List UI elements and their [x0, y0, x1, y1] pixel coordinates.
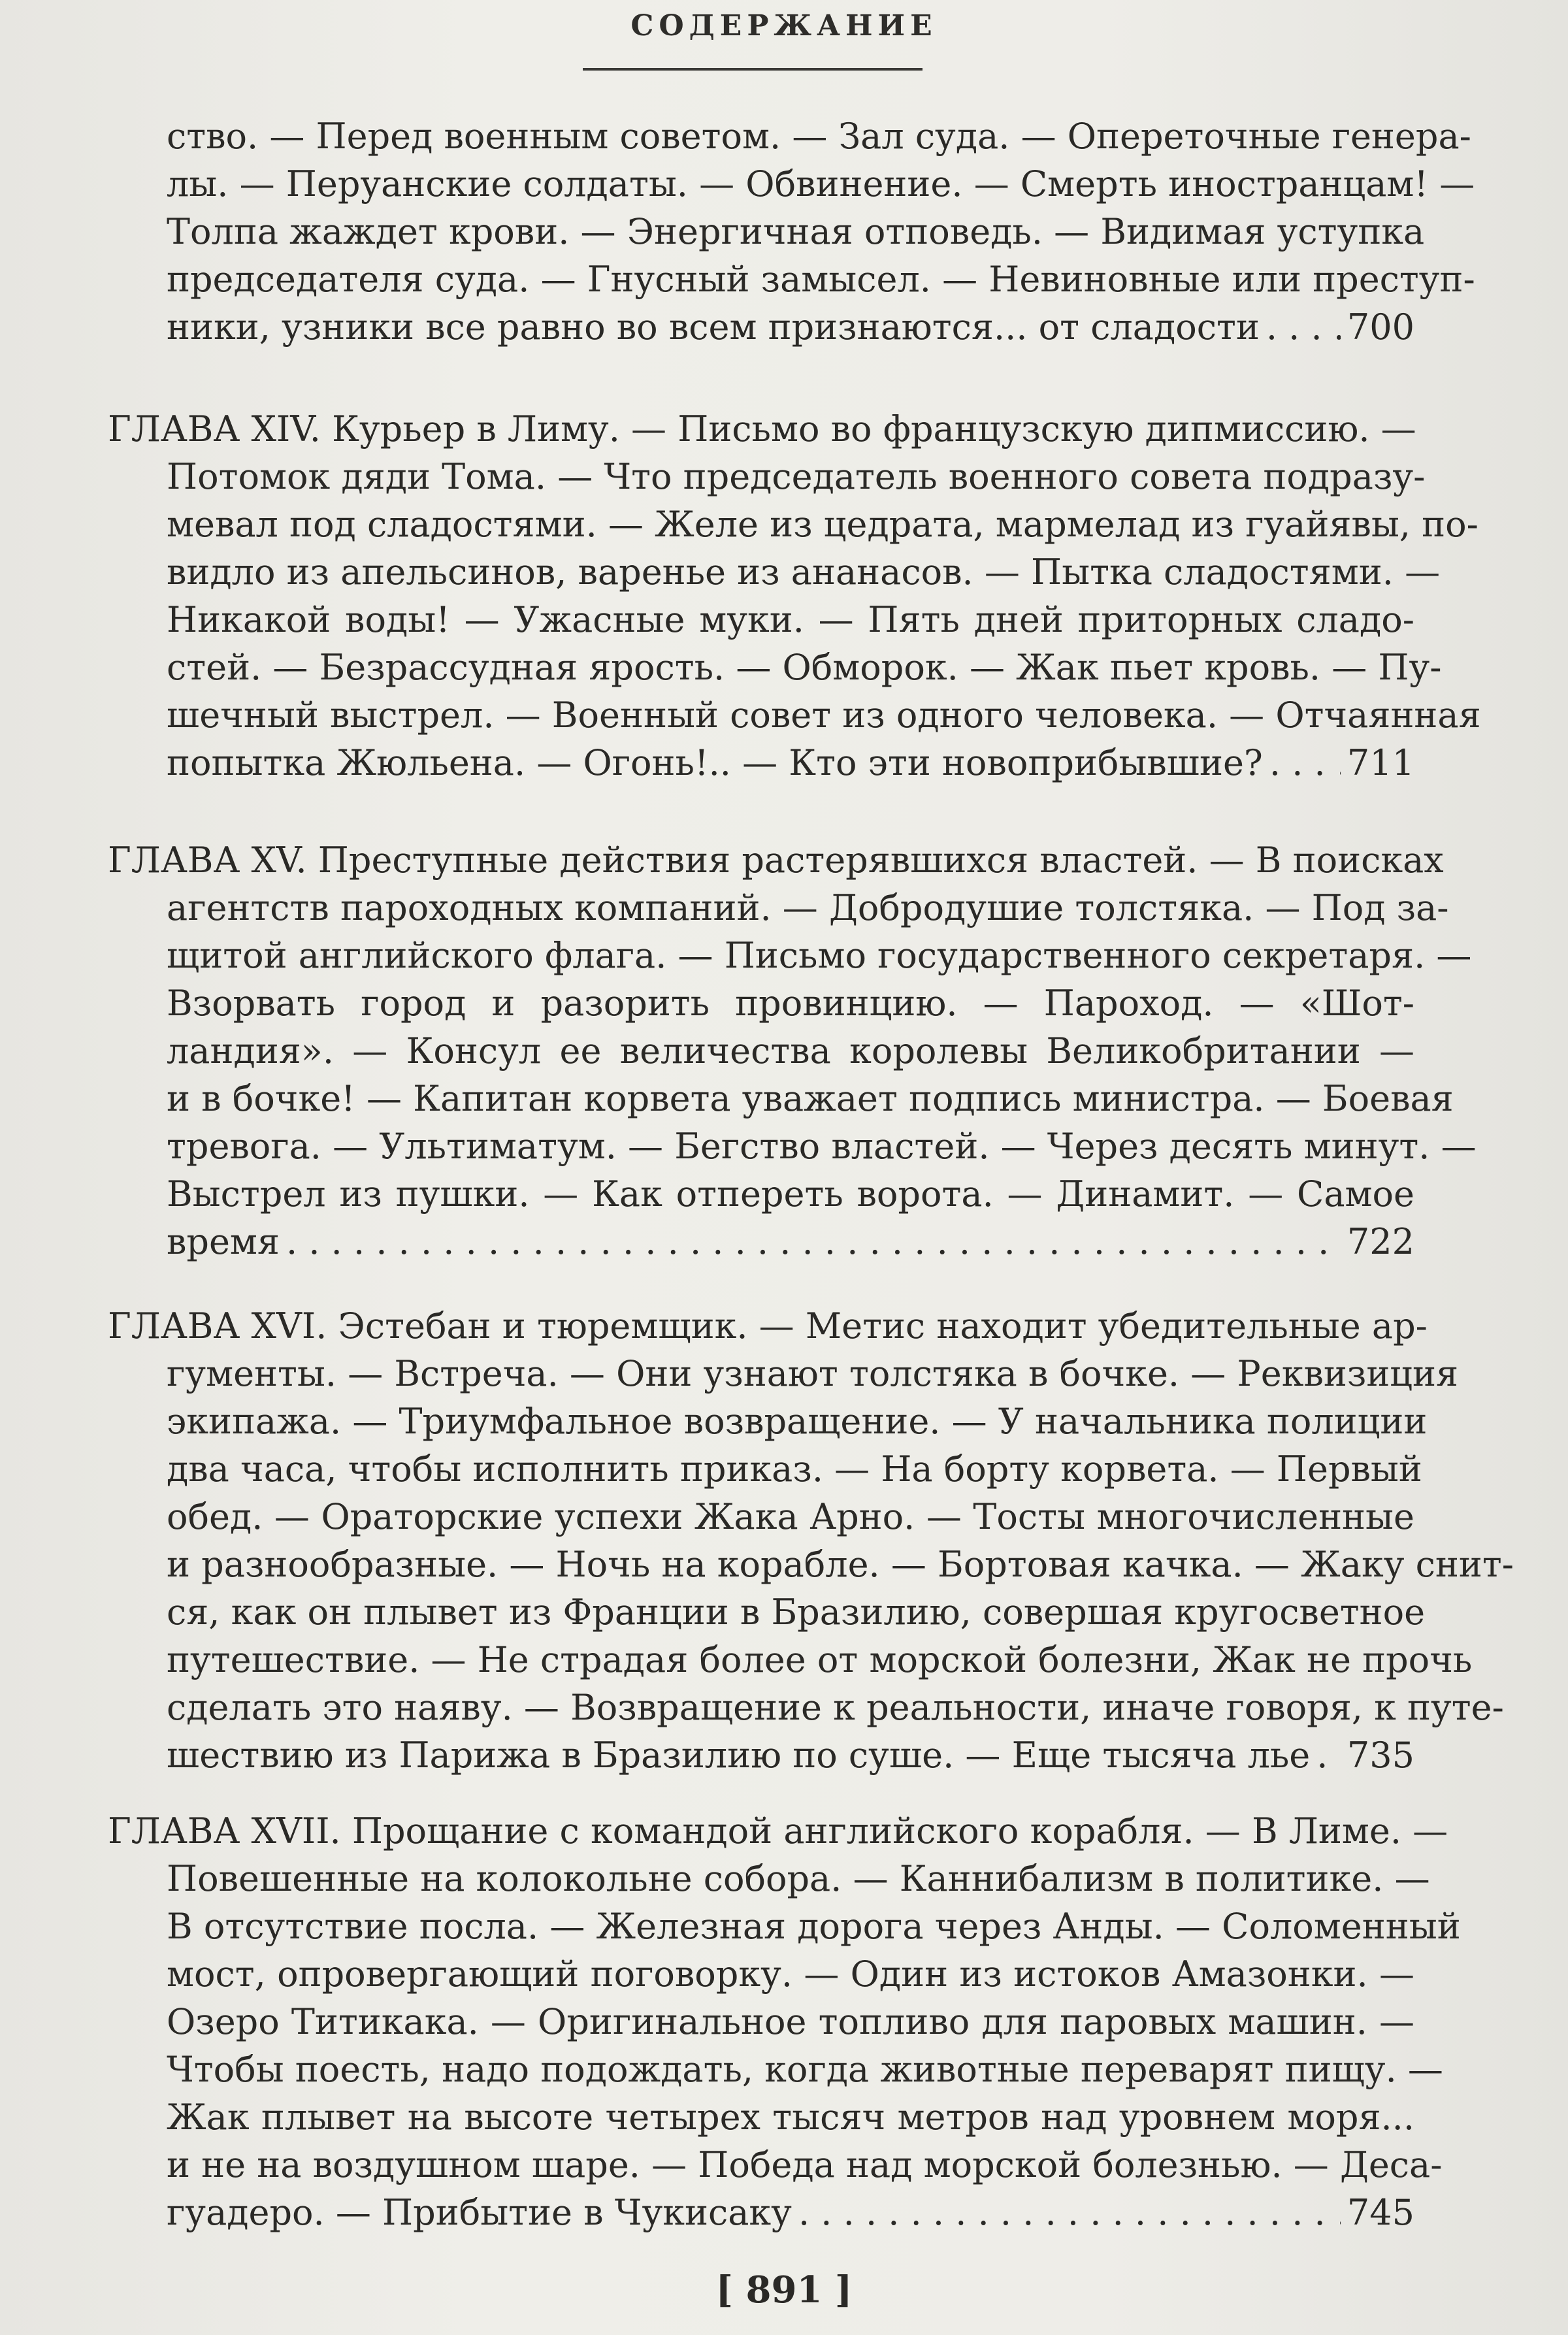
toc-entry-chapter-16	[108, 1302, 1514, 1779]
dot-leader	[1269, 739, 1341, 787]
toc-line: обед. — Ораторские успехи Жака Арно. — Тосты многочисленные	[167, 1496, 1414, 1537]
page-number: 745	[1347, 2192, 1414, 2233]
toc-line: Озеро Титикака. — Оригинальное топливо для паровых машин. —	[167, 2001, 1414, 2042]
dot-leader	[798, 2189, 1341, 2236]
toc-line: ГЛАВА XVII. Прощание с командой английского корабля. — В Лиме. —	[108, 1810, 1448, 1852]
toc-entry-chapter-14	[108, 405, 1481, 787]
toc-entry-continuation	[108, 112, 1475, 351]
toc-line: ГЛАВА XVI. Эстебан и тюремщик. — Метис находит убедительные ар-	[108, 1305, 1428, 1347]
toc-line: шечный выстрел. — Военный совет из одного человека. — Отчаянная	[167, 694, 1481, 736]
toc-line: ся, как он плывет из Франции в Бразилию, совершая кругосветное	[167, 1592, 1426, 1633]
toc-entry-chapter-17	[108, 1807, 1461, 2236]
toc-line: Чтобы поесть, надо подождать, когда животные переварят пищу. —	[167, 2049, 1443, 2090]
toc-line: ландия». — Консул ее величества королевы Великобритании —	[167, 1030, 1414, 1071]
toc-line: стей. — Безрассудная ярость. — Обморок. — Жак пьет кровь. — Пу-	[167, 647, 1442, 688]
toc-last-line	[167, 739, 1414, 787]
toc-line: гументы. — Встреча. — Они узнают толстяка в бочке. — Реквизиция	[167, 1353, 1459, 1394]
toc-line: Никакой воды! — Ужасные муки. — Пять дней приторных сладо-	[167, 599, 1414, 640]
toc-line: попытка Жюльена. — Огонь!.. — Кто эти новоприбывшие?	[167, 742, 1263, 783]
dot-leader	[286, 1218, 1341, 1265]
toc-last-line	[167, 303, 1414, 351]
toc-line: Взорвать город и разорить провинцию. — Пароход. — «Шот-	[167, 983, 1414, 1024]
toc-last-line	[167, 1731, 1414, 1779]
toc-line: и разнообразные. — Ночь на корабле. — Бортовая качка. — Жаку снит-	[167, 1544, 1514, 1585]
page-number: 735	[1347, 1735, 1414, 1776]
toc-line: время	[167, 1221, 280, 1262]
toc-line: Выстрел из пушки. — Как отпереть ворота. — Динамит. — Самое	[167, 1173, 1414, 1215]
toc-line: тревога. — Ультиматум. — Бегство властей. — Через десять минут. —	[167, 1126, 1477, 1167]
toc-line: агентств пароходных компаний. — Добродушие толстяка. — Под за-	[167, 887, 1449, 928]
toc-line: Жак плывет на высоте четырех тысяч метров над уровнем моря...	[167, 2097, 1414, 2138]
page-number: 700	[1347, 306, 1414, 348]
toc-line: Толпа жаждет крови. — Энергичная отповедь. — Видимая уступка	[167, 211, 1425, 252]
running-head: СОДЕРЖАНИЕ	[630, 9, 938, 42]
toc-line: ГЛАВА XV. Преступные действия растерявшихся властей. — В поисках	[108, 840, 1444, 881]
toc-line: путешествие. — Не страдая более от морской болезни, Жак не прочь	[167, 1639, 1473, 1680]
toc-line: председателя суда. — Гнусный замысел. — Невиновные или преступ-	[167, 259, 1475, 300]
toc-entry-chapter-15	[108, 836, 1477, 1265]
page-folio: [ 891 ]	[715, 2268, 853, 2311]
toc-last-line	[167, 2189, 1414, 2236]
dot-leader	[1316, 1731, 1341, 1779]
toc-line: видло из апельсинов, варенье из ананасов. — Пытка сладостями. —	[167, 551, 1441, 593]
toc-line: ГЛАВА XIV. Курьер в Лиму. — Письмо во французскую дипмиссию. —	[108, 408, 1416, 449]
dot-leader	[1266, 303, 1341, 351]
toc-line: В отсутствие посла. — Железная дорога через Анды. — Соломенный	[167, 1906, 1461, 1947]
toc-line: гуадеро. — Прибытие в Чукисаку	[167, 2192, 792, 2233]
page-number: 722	[1347, 1221, 1414, 1262]
toc-line: и в бочке! — Капитан корвета уважает подпись министра. — Боевая	[167, 1078, 1454, 1119]
running-head-rule	[583, 68, 923, 71]
toc-line: мевал под сладостями. — Желе из цедрата, мармелад из гуайявы, по-	[167, 504, 1478, 545]
page-number: 711	[1347, 742, 1414, 783]
toc-line: шествию из Парижа в Бразилию по суше. — Еще тысяча лье	[167, 1735, 1311, 1776]
toc-line: ники, узники все равно во всем признаются... от сладости	[167, 306, 1260, 348]
toc-line: мост, опровергающий поговорку. — Один из истоков Амазонки. —	[167, 1953, 1414, 1995]
toc-last-line	[167, 1218, 1414, 1265]
toc-line: экипажа. — Триумфальное возвращение. — У начальника полиции	[167, 1401, 1428, 1442]
toc-line: два часа, чтобы исполнить приказ. — На борту корвета. — Первый	[167, 1448, 1422, 1490]
toc-line: сделать это наяву. — Возвращение к реальности, иначе говоря, к путе-	[167, 1687, 1504, 1728]
toc-line: и не на воздушном шаре. — Победа над морской болезнью. — Деса-	[167, 2144, 1443, 2185]
toc-line: лы. — Перуанские солдаты. — Обвинение. — Смерть иностранцам! —	[167, 163, 1475, 204]
toc-line: Повешенные на колокольне собора. — Каннибализм в политике. —	[167, 1858, 1430, 1899]
toc-line: ство. — Перед военным советом. — Зал суда. — Опереточные генера-	[167, 116, 1471, 157]
toc-line: щитой английского флага. — Письмо государственного секретаря. —	[167, 935, 1472, 976]
toc-line: Потомок дяди Тома. — Что председатель военного совета подразу-	[167, 456, 1426, 497]
